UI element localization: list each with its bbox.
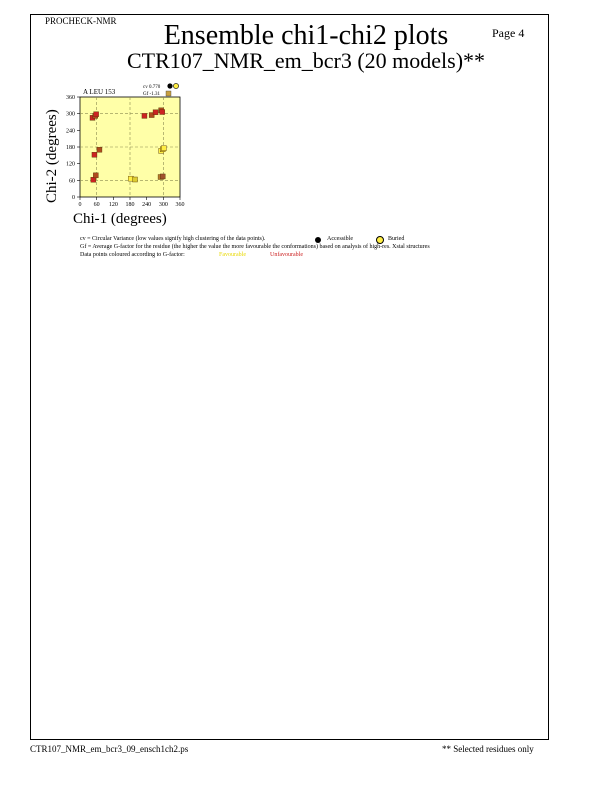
x-tick-label: 120 — [108, 202, 118, 208]
data-point — [93, 173, 98, 178]
program-name: PROCHECK-NMR — [45, 16, 117, 26]
legend-unfavourable: Unfavourable — [270, 252, 303, 258]
data-point — [142, 113, 147, 118]
data-point — [94, 112, 99, 117]
legend-accessible: Accessible — [327, 236, 353, 242]
legend-colour-line: Data points coloured according to G-factor: — [80, 252, 185, 258]
x-tick-label: 0 — [78, 202, 82, 208]
page-title: Ensemble chi1-chi2 plots — [163, 20, 449, 51]
data-point — [160, 110, 165, 115]
accessible-marker-icon — [167, 83, 172, 88]
legend-gf-line: Gf = Average G-factor for the residue (the higher the value the more favourable the conformations) based on analysis of high-res. Xstal structures — [80, 244, 430, 250]
page-subtitle: CTR107_NMR_em_bcr3 (20 models)** — [126, 48, 486, 73]
y-tick-label: 300 — [66, 111, 75, 118]
x-tick-label: 360 — [175, 202, 185, 208]
y-tick-label: 60 — [69, 178, 75, 185]
residue-label: A LEU 153 — [83, 88, 116, 96]
y-tick-label: 240 — [66, 128, 75, 135]
data-point — [160, 174, 165, 179]
buried-marker-icon — [173, 83, 178, 88]
footer-filename: CTR107_NMR_em_bcr3_09_ensch1ch2.ps — [30, 744, 189, 754]
legend-buried-icon — [376, 236, 384, 244]
legend-cv-line: cv = Circular Variance (low values signify high clustering of the data points). — [80, 236, 266, 242]
page-number: Page 4 — [492, 26, 525, 40]
legend-favourable: Favourable — [219, 252, 246, 258]
data-point — [153, 110, 158, 115]
x-tick-label: 240 — [142, 202, 152, 208]
y-tick-label: 120 — [66, 161, 75, 168]
gf-colour-swatch — [166, 91, 171, 96]
legend-buried: Buried — [388, 236, 405, 242]
cv-label: cv 0.770 — [143, 85, 161, 90]
y-tick-label: 360 — [66, 95, 75, 101]
y-tick-label: 180 — [66, 145, 75, 151]
data-point — [97, 147, 102, 152]
data-point — [161, 146, 166, 151]
y-tick-label: 0 — [72, 195, 75, 201]
x-tick-label: 60 — [93, 202, 100, 208]
legend-accessible-icon — [315, 237, 321, 243]
footer-note: ** Selected residues only — [442, 744, 534, 754]
x-tick-label: 180 — [125, 202, 135, 208]
gf-label: Gf -1.31 — [143, 92, 160, 97]
chi1-chi2-chart — [38, 78, 238, 228]
x-tick-label: 300 — [158, 202, 168, 208]
data-point — [133, 177, 138, 182]
data-point — [92, 152, 97, 157]
y-axis-label: Chi-2 (degrees) — [44, 109, 60, 203]
x-axis-label: Chi-1 (degrees) — [73, 211, 167, 227]
